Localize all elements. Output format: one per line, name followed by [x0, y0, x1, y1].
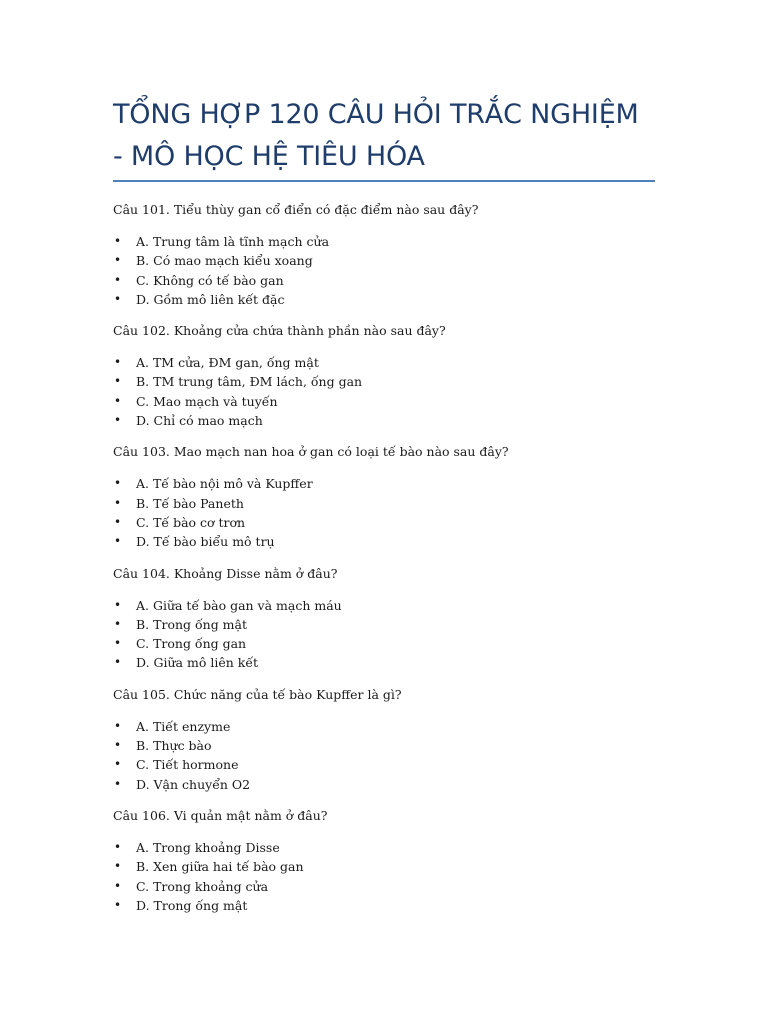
answer-option-text: A. Giữa tế bào gan và mạch máu — [136, 597, 342, 613]
answer-option — [113, 736, 673, 755]
answer-option — [113, 271, 673, 290]
bullet-icon: • — [114, 897, 122, 912]
answer-option — [113, 474, 673, 493]
answer-option-text: C. Trong ống gan — [136, 636, 247, 652]
answer-option — [113, 615, 673, 634]
document-title — [113, 94, 658, 178]
question-list — [113, 200, 673, 927]
question-text: Câu 106. Vi quản mật nằm ở đâu? — [113, 807, 328, 823]
bullet-icon: • — [114, 878, 122, 893]
answer-option — [113, 653, 673, 672]
bullet-icon: • — [114, 495, 122, 510]
answer-option — [113, 251, 673, 270]
bullet-icon: • — [114, 636, 122, 651]
bullet-icon: • — [114, 291, 122, 306]
answer-option-text: C. Trong khoảng cửa — [136, 878, 269, 894]
question-text: Câu 104. Khoảng Disse nằm ở đâu? — [113, 565, 338, 581]
bullet-icon: • — [114, 534, 122, 549]
answer-option — [113, 717, 673, 736]
answer-option-text: B. Có mao mạch kiểu xoang — [136, 253, 313, 269]
bullet-icon: • — [114, 413, 122, 428]
answer-option-text: B. Tế bào Paneth — [136, 495, 244, 511]
bullet-icon: • — [114, 757, 122, 772]
question-item — [113, 806, 673, 915]
answer-option — [113, 596, 673, 615]
answer-option-text: C. Mao mạch và tuyến — [136, 393, 278, 409]
question-item — [113, 685, 673, 794]
answer-option — [113, 532, 673, 551]
bullet-icon: • — [114, 514, 122, 529]
bullet-icon: • — [114, 776, 122, 791]
bullet-icon: • — [114, 234, 122, 248]
answer-option — [113, 755, 673, 774]
answer-option — [113, 232, 673, 251]
bullet-icon: • — [114, 718, 122, 733]
bullet-icon: • — [114, 839, 122, 854]
answer-option-text: A. TM cửa, ĐM gan, ống mật — [136, 355, 319, 371]
question-text: Câu 103. Mao mạch nan hoa ở gan có loại tế bào nào sau đây? — [113, 444, 509, 460]
bullet-icon: • — [114, 655, 122, 670]
answer-option — [113, 877, 673, 896]
question-text: Câu 105. Chức năng của tế bào Kupffer là gì? — [113, 686, 402, 702]
answer-options — [113, 353, 673, 430]
bullet-icon: • — [114, 859, 122, 874]
title-line-2: - MÔ HỌC HỆ TIÊU HÓA — [113, 141, 425, 172]
bullet-icon: • — [114, 374, 122, 389]
bullet-icon: • — [114, 616, 122, 631]
answer-option — [113, 494, 673, 513]
bullet-icon: • — [114, 738, 122, 753]
bullet-icon: • — [114, 476, 122, 491]
answer-option-text: D. Tế bào biểu mô trụ — [136, 534, 275, 550]
answer-options — [113, 596, 673, 673]
answer-option-text: C. Tiết hormone — [136, 757, 239, 773]
answer-options — [113, 474, 673, 551]
answer-option — [113, 857, 673, 876]
question-item — [113, 564, 673, 673]
answer-option — [113, 353, 673, 372]
question-item — [113, 200, 673, 309]
answer-option — [113, 392, 673, 411]
title-underline — [113, 180, 655, 182]
bullet-icon: • — [114, 355, 122, 370]
answer-options — [113, 717, 673, 794]
answer-option-text: A. Trong khoảng Disse — [136, 839, 280, 855]
answer-option-text: A. Trung tâm là tĩnh mạch cửa — [136, 234, 330, 249]
answer-option-text: D. Gồm mô liên kết đặc — [136, 291, 285, 307]
answer-option — [113, 372, 673, 391]
answer-options — [113, 232, 673, 309]
question-item — [113, 321, 673, 430]
question-item — [113, 442, 673, 551]
answer-option-text: D. Vận chuyển O2 — [136, 776, 251, 792]
answer-option-text: A. Tiết enzyme — [136, 718, 231, 734]
answer-option — [113, 513, 673, 532]
title-line-1: TỔNG HỢP 120 CÂU HỎI TRẮC NGHIỆM — [113, 99, 639, 130]
answer-option — [113, 290, 673, 309]
answer-option-text: C. Tế bào cơ trơn — [136, 514, 246, 530]
answer-option-text: D. Giữa mô liên kết — [136, 655, 259, 671]
answer-option-text: D. Trong ống mật — [136, 897, 248, 913]
answer-option-text: D. Chỉ có mao mạch — [136, 413, 263, 429]
answer-option — [113, 775, 673, 794]
answer-option — [113, 896, 673, 915]
answer-option-text: B. Xen giữa hai tế bào gan — [136, 859, 304, 875]
answer-option-text: B. Thực bào — [136, 738, 212, 754]
bullet-icon: • — [114, 393, 122, 408]
question-text: Câu 102. Khoảng cửa chứa thành phần nào sau đây? — [113, 323, 446, 339]
answer-option-text: B. Trong ống mật — [136, 616, 247, 632]
bullet-icon: • — [114, 272, 122, 287]
bullet-icon: • — [114, 253, 122, 268]
answer-option — [113, 634, 673, 653]
question-text: Câu 101. Tiểu thùy gan cổ điển có đặc điểm nào sau đây? — [113, 202, 479, 217]
answer-option — [113, 838, 673, 857]
answer-option-text: B. TM trung tâm, ĐM lách, ống gan — [136, 374, 363, 390]
answer-option-text: A. Tế bào nội mô và Kupffer — [136, 476, 313, 492]
answer-options — [113, 838, 673, 915]
answer-option — [113, 411, 673, 430]
bullet-icon: • — [114, 597, 122, 612]
answer-option-text: C. Không có tế bào gan — [136, 272, 284, 288]
